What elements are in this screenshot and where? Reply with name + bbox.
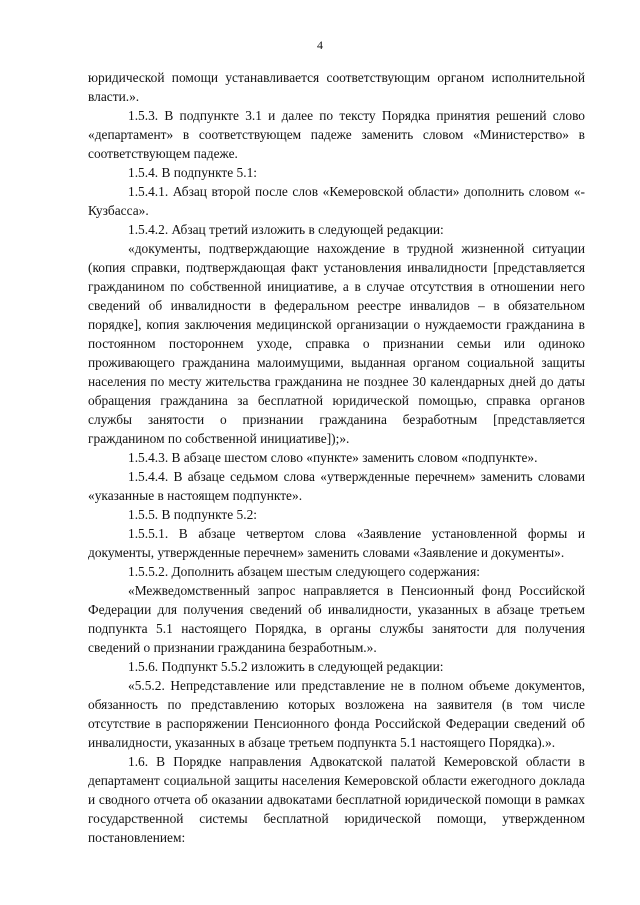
paragraph: 1.5.5. В подпункте 5.2: (128, 507, 258, 522)
paragraph: 1.5.4.3. В абзаце шестом слово «пункте» заменить словом «подпункте». (128, 450, 538, 465)
paragraph: «документы, подтверждающие нахождение в трудной жизненной ситуации (копия справки, подтверждающая факт установления инвалидности [представляется гражданином по собственной инициативе, а в случае отсутствия в отношении него сведений об инвалидности в федеральном реестре инвалидов – в обязательном порядке], копия заключения медицинской организации о нуждаемости гражданина в постоянном постороннем уходе, справка о признании семьи или одиноко проживающего гражданина малоимущими, выданная органом социальной защиты населения по месту жительства гражданина не позднее 30 календарных дней до даты обращения гражданина за бесплатной юридической помощью, справка органов службы занятости о признании гражданина безработным [представляется гражданином по собственной инициативе]);». (88, 241, 585, 446)
paragraph: 1.5.6. Подпункт 5.5.2 изложить в следующей редакции: (128, 659, 444, 674)
document-body (88, 68, 585, 847)
paragraph: 1.5.3. В подпункте 3.1 и далее по тексту Порядка принятия решений слово «департамент» в соответствующем падеже заменить словом «Министерство» в соответствующем падеже. (88, 108, 585, 161)
paragraph: 1.6. В Порядке направления Адвокатской палатой Кемеровской области в департамент социальной защиты населения Кемеровской области ежегодного доклада и сводного отчета об оказании адвокатами бесплатной юридической помощи в рамках государственной системы бесплатной юридической помощи, утвержденном постановлением: (88, 754, 585, 845)
paragraph: 1.5.4. В подпункте 5.1: (128, 165, 258, 180)
page-number: 4 (317, 38, 323, 52)
paragraph: 1.5.4.2. Абзац третий изложить в следующей редакции: (128, 222, 444, 237)
paragraph: 1.5.5.2. Дополнить абзацем шестым следующего содержания: (128, 564, 480, 579)
paragraph: юридической помощи устанавливается соответствующим органом исполнительной власти.». (88, 70, 585, 104)
paragraph: «Межведомственный запрос направляется в Пенсионный фонд Российской Федерации для получения сведений об инвалидности, указанных в абзаце третьем подпункта 5.1 настоящего Порядка, в органы службы занятости для получения сведений о признании гражданина безработным.». (88, 583, 585, 655)
paragraph: 1.5.4.1. Абзац второй после слов «Кемеровской области» дополнить словом «- Кузбасса». (88, 184, 585, 218)
paragraph: 1.5.5.1. В абзаце четвертом слова «Заявление установленной формы и документы, утвержденные перечнем» заменить словами «Заявление и документы». (88, 526, 585, 560)
paragraph: 1.5.4.4. В абзаце седьмом слова «утвержденные перечнем» заменить словами «указанные в настоящем подпункте». (88, 469, 585, 503)
paragraph: «5.5.2. Непредставление или представление не в полном объеме документов, обязанность по представлению которых возложена на заявителя (в том числе отсутствие в распоряжении Пенсионного фонда Российской Федерации сведений об инвалидности, указанных в абзаце третьем подпункта 5.1 настоящего Порядка).». (88, 678, 585, 750)
